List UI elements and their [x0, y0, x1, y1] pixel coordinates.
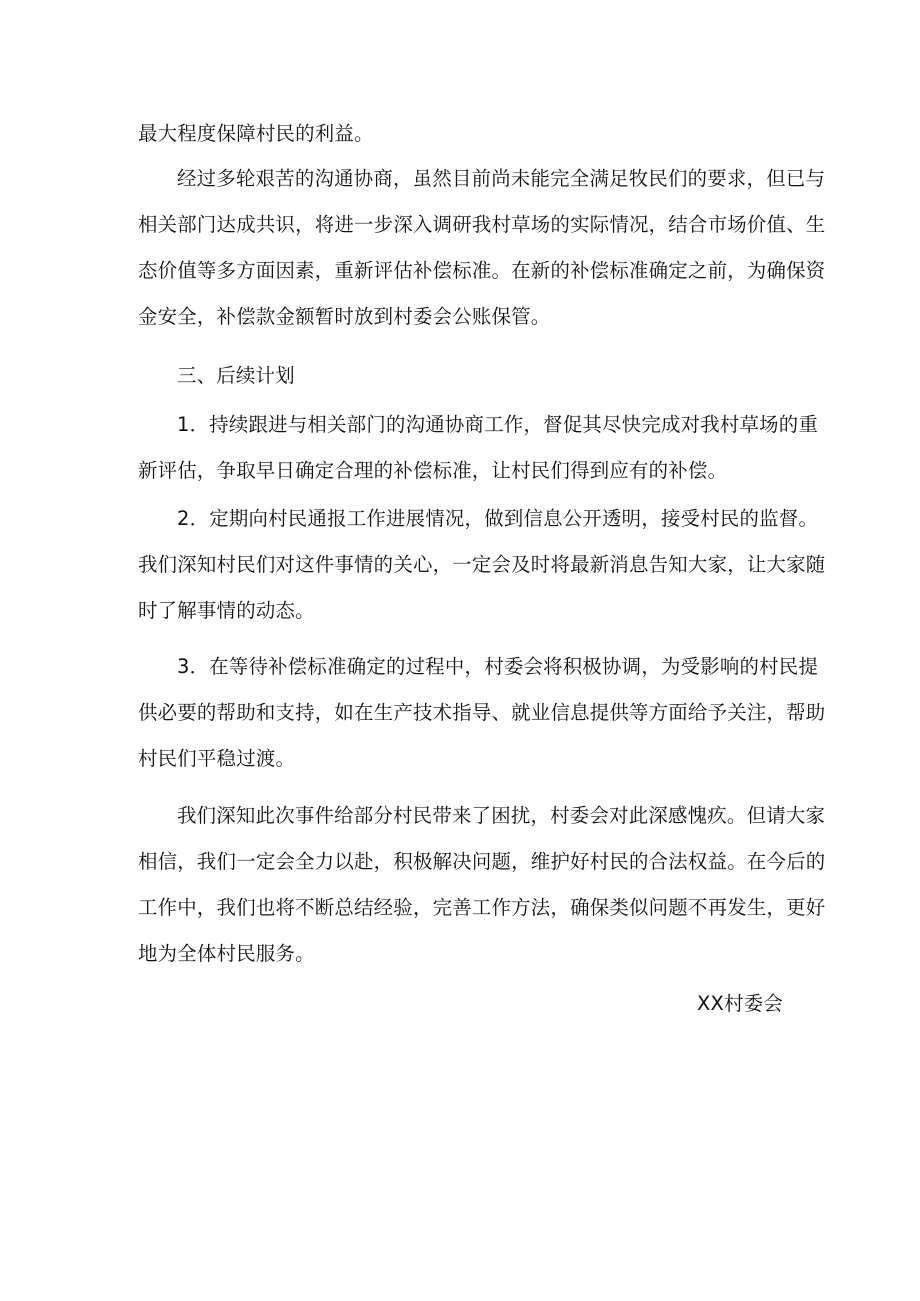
text-line: 地为全体村民服务。 [138, 942, 315, 965]
text-line: 新评估，争取早日确定合理的补偿标准，让村民们得到应有的补偿。 [138, 459, 728, 482]
signature: XX村委会 [697, 992, 783, 1015]
text-line: 时了解事情的动态。 [138, 599, 315, 622]
text-line: 最大程度保障村民的利益。 [138, 122, 374, 145]
text-line: 相关部门达成共识，将进一步深入调研我村草场的实际情况，结合市场价值、生 [138, 213, 826, 236]
text-line: 我们深知此次事件给部分村民带来了困扰，村委会对此深感愧疚。但请大家 [177, 804, 826, 827]
text-line: 供必要的帮助和支持，如在生产技术指导、就业信息提供等方面给予关注，帮助 [138, 701, 826, 724]
text-line: 经过多轮艰苦的沟通协商，虽然目前尚未能完全满足牧民们的要求，但已与 [177, 167, 826, 190]
text-line: 我们深知村民们对这件事情的关心，一定会及时将最新消息告知大家，让大家随 [138, 553, 826, 576]
text-line: 3．在等待补偿标准确定的过程中，村委会将积极协调，为受影响的村民提 [177, 655, 819, 678]
text-line: 1．持续跟进与相关部门的沟通协商工作，督促其尽快完成对我村草场的重 [177, 413, 819, 436]
text-line: 态价值等多方面因素，重新评估补偿标准。在新的补偿标准确定之前，为确保资 [138, 259, 826, 282]
text-line: 相信，我们一定会全力以赴，积极解决问题，维护好村民的合法权益。在今后的 [138, 850, 826, 873]
text-line: 金安全，补偿款金额暂时放到村委会公账保管。 [138, 305, 551, 328]
text-line: 工作中，我们也将不断总结经验，完善工作方法，确保类似问题不再发生，更好 [138, 896, 826, 919]
section-heading: 三、后续计划 [177, 364, 295, 387]
text-line: 村民们平稳过渡。 [138, 747, 296, 770]
text-line: 2．定期向村民通报工作进展情况，做到信息公开透明，接受村民的监督。 [177, 507, 819, 530]
